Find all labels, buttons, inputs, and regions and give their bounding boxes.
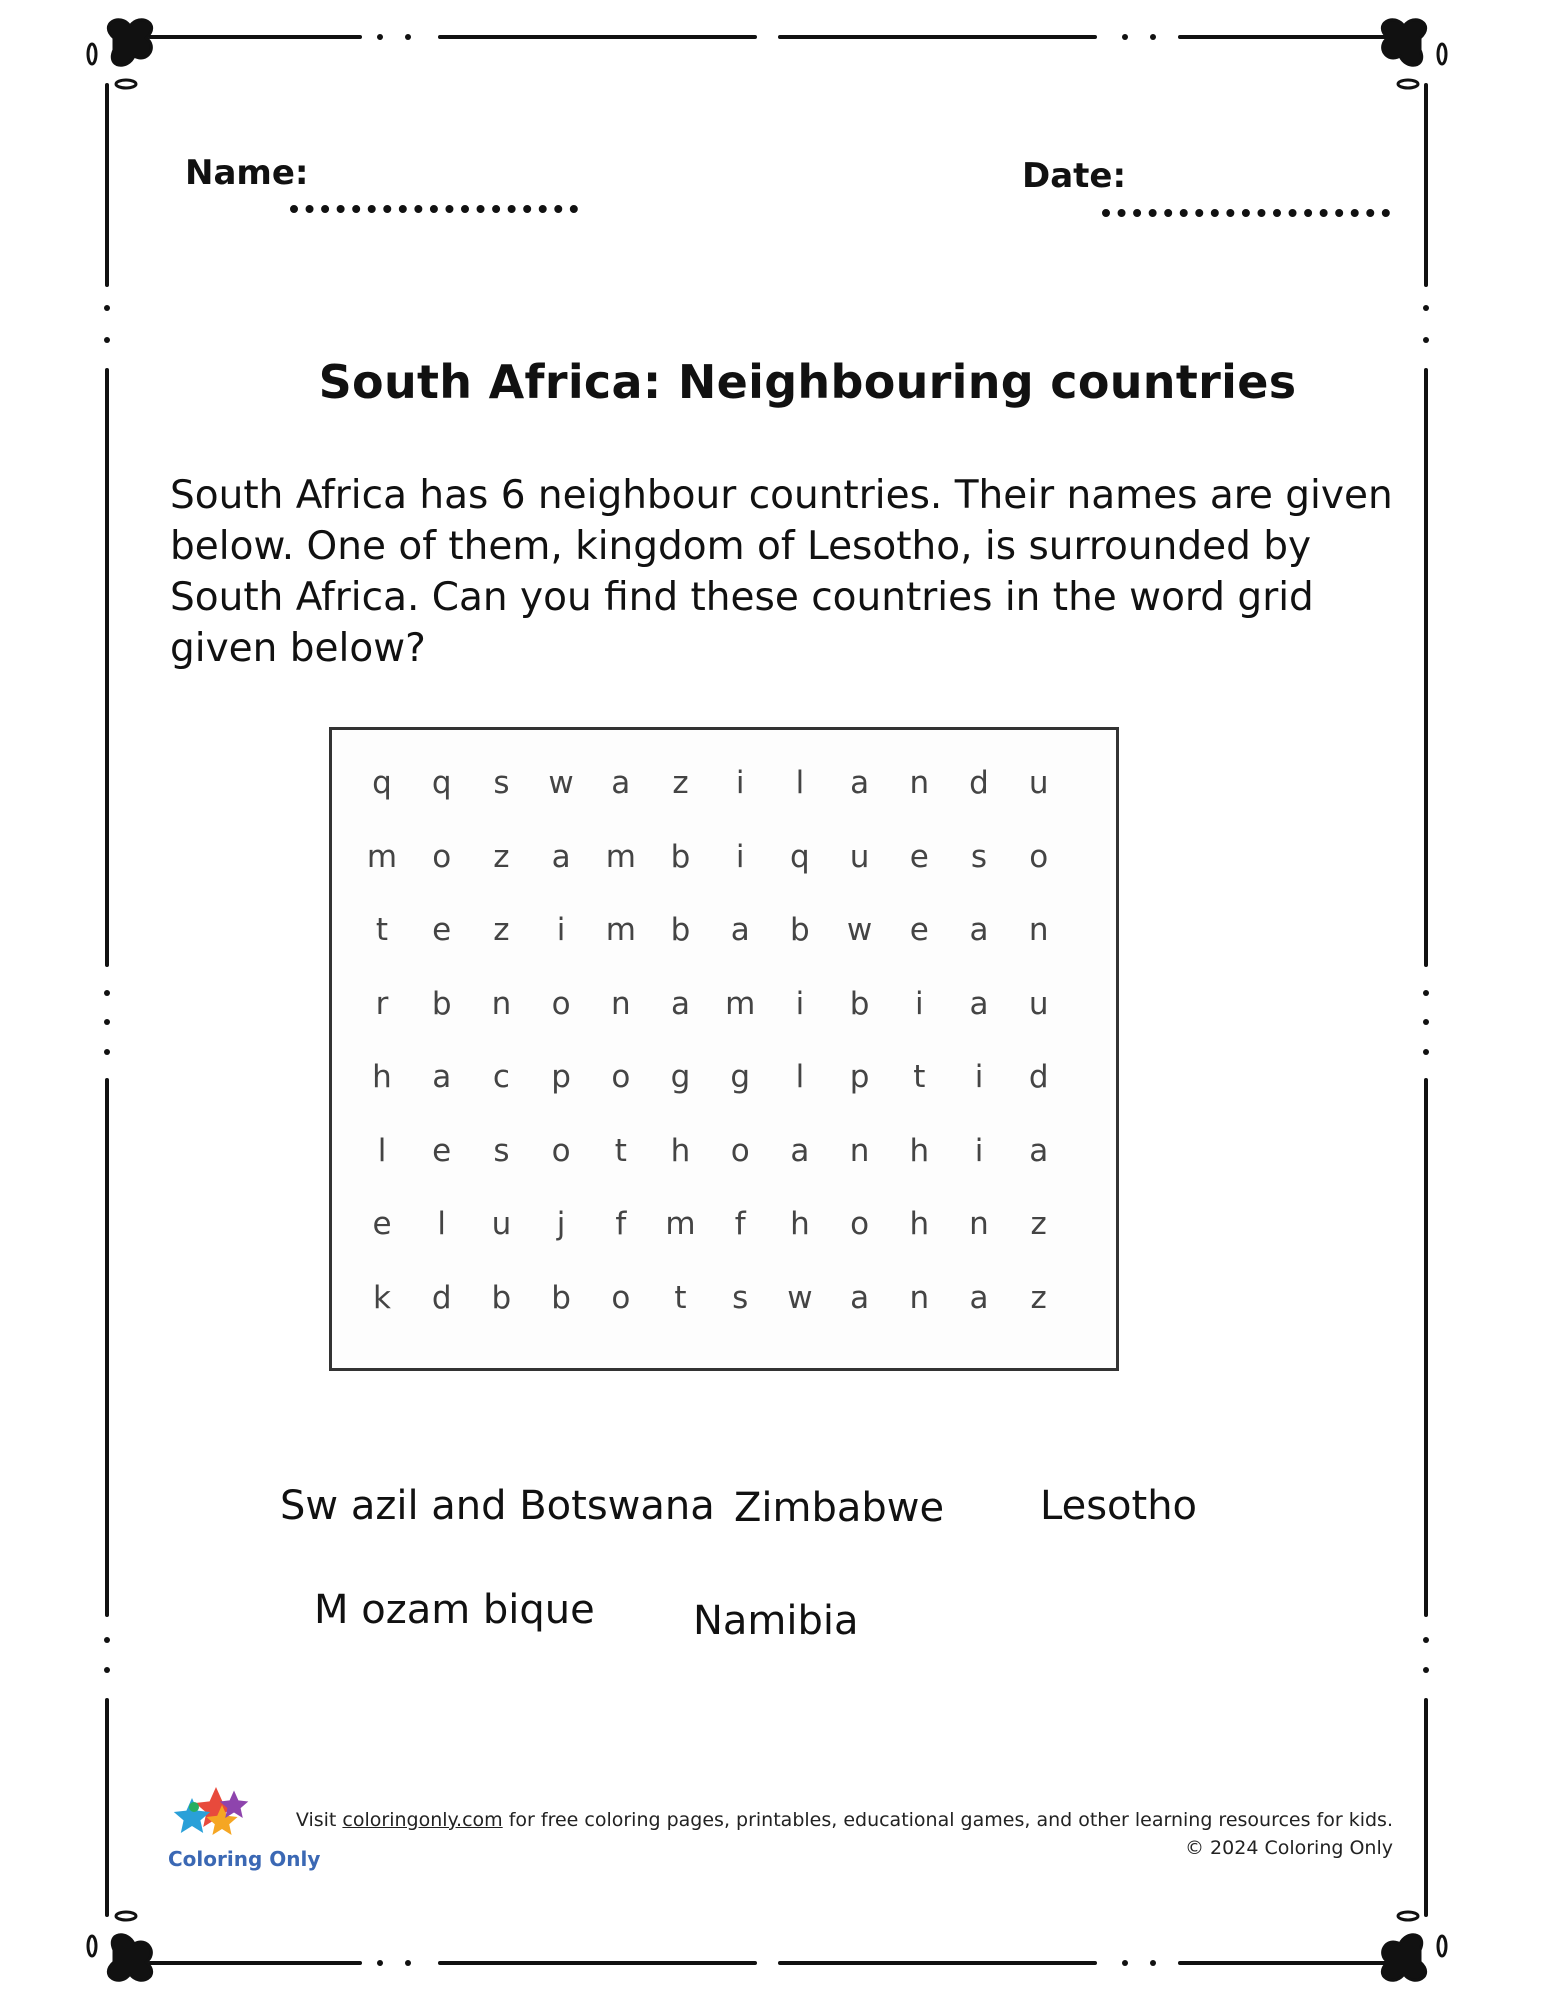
grid-letter[interactable]: o <box>432 838 452 875</box>
grid-letter[interactable]: b <box>431 985 452 1022</box>
grid-letter[interactable]: i <box>735 838 745 875</box>
grid-letter[interactable]: i <box>556 912 566 948</box>
grid-letter[interactable]: z <box>1030 1206 1047 1242</box>
grid-letter[interactable]: a <box>611 765 631 801</box>
grid-letter[interactable]: e <box>909 912 929 948</box>
grid-letter[interactable]: k <box>373 1279 391 1316</box>
grid-letter[interactable]: z <box>493 912 510 948</box>
grid-letter[interactable]: b <box>670 912 691 948</box>
grid-letter[interactable]: c <box>492 1059 510 1095</box>
footer-visit-line <box>293 1806 1393 1834</box>
grid-letter[interactable]: e <box>432 1132 452 1169</box>
grid-letter[interactable]: s <box>493 765 510 801</box>
logo-text: Coloring Only <box>168 1847 321 1871</box>
grid-letter[interactable]: g <box>730 1059 751 1095</box>
footer-text <box>293 1806 1393 1862</box>
grid-letter[interactable]: a <box>551 838 571 875</box>
copyright: © 2024 Coloring Only <box>1185 1837 1393 1859</box>
grid-letter[interactable]: n <box>849 1132 870 1169</box>
grid-letter[interactable]: u <box>849 838 870 875</box>
grid-letter[interactable]: t <box>913 1059 926 1095</box>
footer-visit-prefix: Visit <box>295 1809 343 1831</box>
grid-letter[interactable]: f <box>615 1206 627 1242</box>
grid-letter[interactable]: i <box>974 1059 984 1095</box>
grid-letter[interactable]: u <box>491 1206 512 1242</box>
grid-letter[interactable]: m <box>366 838 398 875</box>
grid-letter[interactable]: w <box>548 765 574 801</box>
grid-letter[interactable]: l <box>795 1059 805 1095</box>
grid-letter[interactable]: a <box>969 985 989 1022</box>
grid-letter[interactable]: b <box>670 838 691 875</box>
date-label: Date: <box>1022 156 1127 196</box>
grid-letter[interactable]: i <box>974 1132 984 1169</box>
grid-letter[interactable]: n <box>491 985 512 1022</box>
grid-letter[interactable]: t <box>614 1132 627 1169</box>
grid-letter[interactable]: w <box>787 1279 813 1316</box>
grid-letter[interactable]: e <box>432 912 452 948</box>
grid-letter[interactable]: g <box>670 1059 691 1095</box>
grid-letter[interactable]: u <box>1028 985 1049 1022</box>
grid-letter[interactable]: m <box>605 838 636 875</box>
name-label: Name: <box>185 153 309 193</box>
grid-letter[interactable]: o <box>611 1279 631 1316</box>
grid-letter[interactable]: b <box>491 1279 512 1316</box>
grid-letter[interactable]: i <box>795 985 805 1022</box>
grid-letter[interactable]: e <box>372 1206 392 1242</box>
grid-letter[interactable]: j <box>556 1206 566 1242</box>
grid-letter[interactable]: b <box>849 985 870 1022</box>
grid-letter[interactable]: s <box>732 1279 749 1316</box>
grid-letter[interactable]: n <box>610 985 631 1022</box>
grid-letter[interactable]: m <box>605 912 636 948</box>
grid-letter[interactable]: o <box>611 1059 631 1095</box>
grid-letter[interactable]: o <box>730 1132 750 1169</box>
grid-letter[interactable]: a <box>671 985 690 1022</box>
grid-letter[interactable]: n <box>909 1279 930 1316</box>
grid-letter[interactable]: a <box>1029 1132 1049 1169</box>
word-search-grid <box>329 727 1119 1371</box>
grid-letter[interactable]: p <box>551 1059 571 1095</box>
grid-letter[interactable]: o <box>551 985 571 1022</box>
grid-letter[interactable]: z <box>493 838 510 875</box>
grid-letter[interactable]: s <box>493 1132 510 1169</box>
grid-letter[interactable]: q <box>372 765 392 801</box>
grid-letter[interactable]: a <box>432 1059 452 1095</box>
grid-letter[interactable]: n <box>909 765 930 801</box>
grid-letter[interactable]: i <box>914 985 924 1022</box>
grid-letter[interactable]: q <box>790 838 810 875</box>
grid-letter[interactable]: o <box>850 1206 870 1242</box>
grid-letter[interactable]: n <box>969 1206 989 1242</box>
grid-letter[interactable]: m <box>665 1206 696 1242</box>
grid-letter[interactable]: d <box>969 765 989 801</box>
grid-letter[interactable]: b <box>551 1279 571 1316</box>
footer-visit-suffix: for free coloring pages, printables, educational games, and other learning resources for kids. <box>502 1809 1393 1831</box>
grid-letter[interactable]: q <box>431 765 452 801</box>
grid-letter[interactable]: t <box>674 1279 687 1316</box>
word-lesotho: Lesotho <box>1040 1483 1198 1529</box>
grid-letter[interactable]: t <box>375 912 389 948</box>
grid-letter[interactable]: o <box>1029 838 1049 875</box>
grid-letter[interactable]: i <box>735 765 745 801</box>
grid-letter[interactable]: z <box>672 765 689 801</box>
grid-letter[interactable]: h <box>670 1132 691 1169</box>
grid-letter[interactable]: r <box>375 985 389 1022</box>
intro-paragraph: South Africa has 6 neighbour countries. Their names are given below. One of them, kingdom of Lesotho, is surrounded by South Africa. Can you find these countries in the word grid given below? <box>170 473 1393 671</box>
grid-letter[interactable]: d <box>1028 1059 1049 1095</box>
grid-letter[interactable]: a <box>730 912 750 948</box>
grid-letter[interactable]: a <box>850 765 870 801</box>
grid-letter[interactable]: a <box>790 1132 810 1169</box>
word-swaziland-botswana: Sw azil and Botswana <box>280 1483 715 1529</box>
grid-letter[interactable]: a <box>969 1279 989 1316</box>
grid-letter[interactable]: w <box>846 912 873 948</box>
site-link[interactable]: coloringonly.com <box>342 1809 503 1831</box>
grid-letter[interactable]: z <box>1030 1279 1047 1316</box>
grid-letter[interactable]: s <box>970 838 988 875</box>
grid-letter[interactable]: n <box>1028 912 1049 948</box>
word-zimbabwe: Zimbabwe <box>734 1485 945 1531</box>
grid-letter[interactable]: l <box>377 1132 387 1169</box>
name-field[interactable] <box>290 205 578 213</box>
grid-letter[interactable]: b <box>790 912 810 948</box>
grid-letter[interactable]: m <box>725 985 756 1022</box>
grid-letter[interactable]: u <box>1028 765 1049 801</box>
grid-letter[interactable]: h <box>790 1206 810 1242</box>
grid-letter[interactable]: l <box>795 765 805 801</box>
grid-letter[interactable]: e <box>909 838 929 875</box>
word-mozambique: M ozam bique <box>314 1587 595 1633</box>
grid-letter[interactable]: a <box>850 1279 870 1316</box>
grid-letter[interactable]: h <box>372 1059 392 1095</box>
grid-letter[interactable]: h <box>909 1206 930 1242</box>
grid-letter[interactable]: d <box>431 1279 452 1316</box>
grid-letter[interactable]: h <box>909 1132 930 1169</box>
page-title: South Africa: Neighbouring countries <box>318 355 1297 409</box>
date-field[interactable] <box>1102 209 1390 217</box>
word-namibia: Namibia <box>693 1598 859 1644</box>
grid-letter[interactable]: f <box>734 1206 746 1242</box>
grid-letter[interactable]: p <box>849 1059 870 1095</box>
grid-letter[interactable]: a <box>969 912 989 948</box>
grid-letter[interactable]: o <box>551 1132 571 1169</box>
grid-letter[interactable]: l <box>437 1206 446 1242</box>
